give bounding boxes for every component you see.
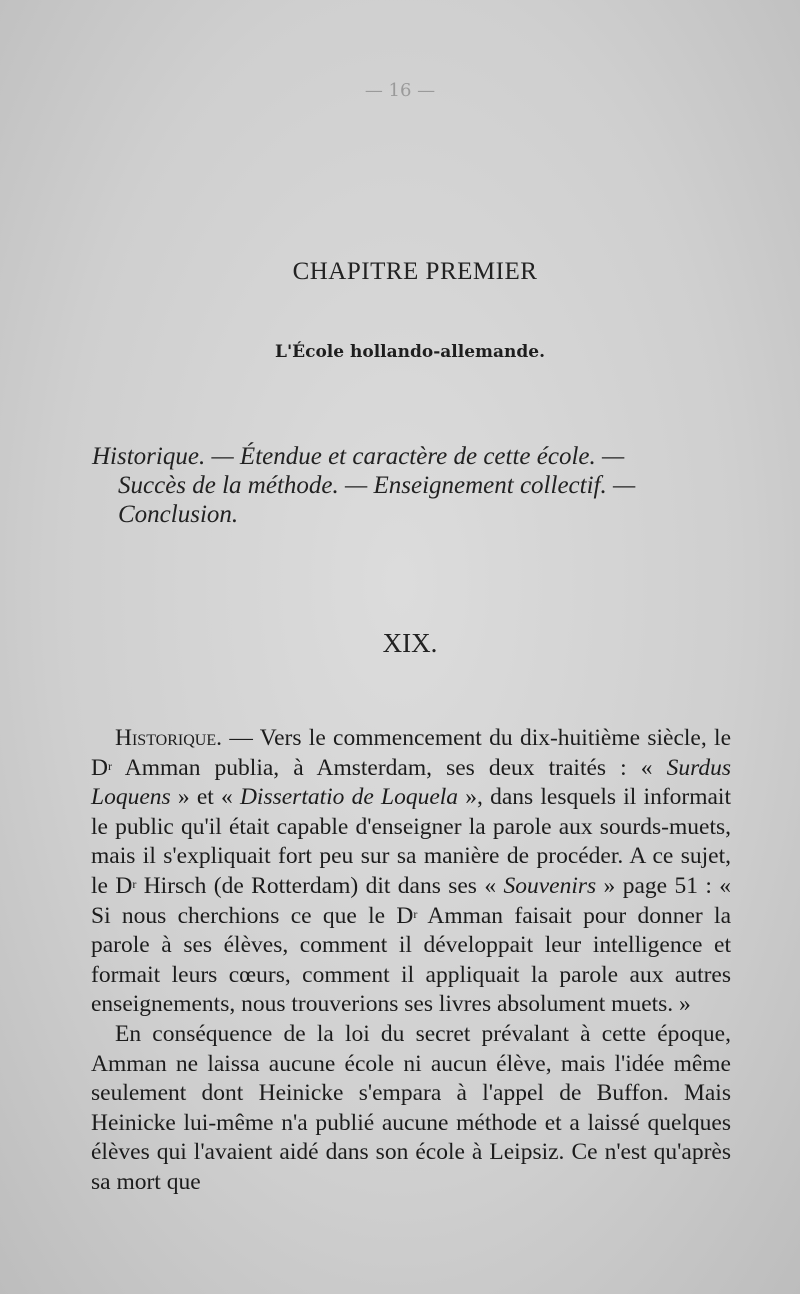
body-text	[91, 724, 731, 1198]
summary-line-3: Conclusion.	[118, 501, 239, 528]
chapter-title: CHAPITRE PREMIER	[292, 258, 538, 285]
paragraph-consequence: En conséquence de la loi du secret prévalant à cette époque, Amman ne laissa aucune école ni aucun élève, mais l'idée même seulement dont Heinicke s'empara à l'appel de Buffon. Mais Heinicke lui-même n'a publié aucune méthode et a laissé quelques élèves qui l'avaient aidé dans son école à Leipsiz. Ce n'est qu'après sa mort que	[91, 1020, 731, 1195]
book-title: Surdus Loquens	[91, 754, 731, 811]
text-run: Amman faisait pour donner la parole à ses élèves, comment il développait leur intelligence et formait leurs cœurs, comment il appliquait la parole aux autres enseignements, nous trouverions ses livres absolument muets. »	[91, 902, 731, 1018]
book-title: Dissertatio de Loquela	[239, 784, 459, 811]
book-title: Souvenirs	[503, 872, 597, 899]
summary-line-1: Historique. — Étendue et caractère de cette école. —	[92, 443, 625, 470]
superscript: r	[413, 906, 418, 921]
superscript: r	[132, 876, 137, 891]
text-run: Amman publia, à Amsterdam, ses deux traités : «	[111, 754, 667, 781]
superscript: r	[107, 758, 112, 773]
text-run: — Vers le commencement du dix-huitième siècle, le D	[91, 725, 731, 781]
text-run: » page 51 : « Si nous cherchions ce que le D	[91, 872, 732, 929]
text-run: Hirsch (de Rotterdam) dit dans ses «	[136, 872, 504, 899]
text-run: » et «	[170, 784, 240, 811]
page-number: — 16 —	[364, 80, 436, 101]
paragraph-historique	[91, 724, 731, 1020]
chapter-summary	[92, 442, 732, 529]
text-run: », dans lesquels il informait le public qu'il était capable d'enseigner la parole aux sourds-muets, mais il s'expliquait fort peu sur sa manière de procéder. A ce sujet, le D	[91, 784, 731, 899]
paragraph-lead: Historique.	[115, 725, 222, 751]
section-number: XIX.	[382, 628, 438, 658]
chapter-subtitle: L'École hollando-allemande.	[275, 342, 545, 362]
summary-line-2: Succès de la méthode. — Enseignement collectif. —	[118, 472, 636, 499]
